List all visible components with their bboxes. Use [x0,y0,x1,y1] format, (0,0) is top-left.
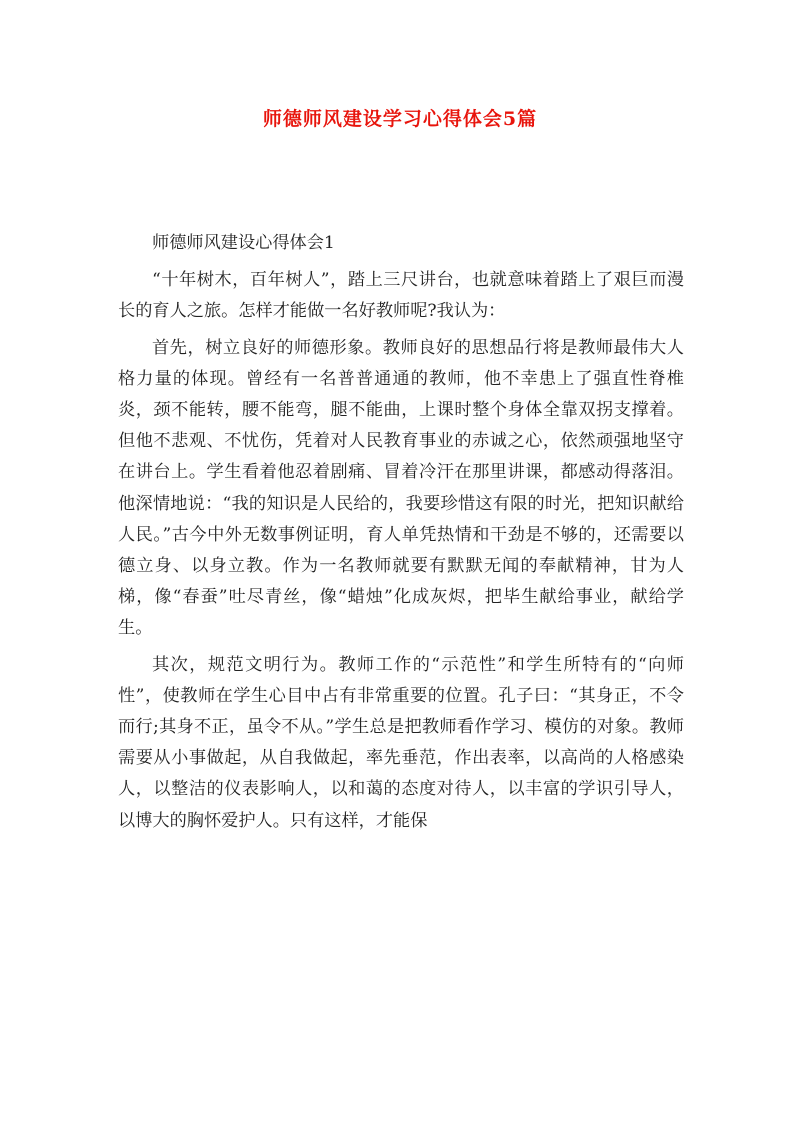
paragraph-second-point: 其次，规范文明行为。教师工作的“示范性”和学生所特有的“向师性”，使教师在学生心目中占有非常重要的位置。孔子曰：“其身正，不令而行;其身不正，虽令不从。”学生总是把教师看作学习、模仿的对象。教师需要从小事做起，从自我做起，率先垂范，作出表率，以高尚的人格感染人，以整洁的仪表影响人，以和蔼的态度对待人，以丰富的学识引导人，以博大的胸怀爱护人。只有这样，才能保 [118,654,684,831]
document-body [118,228,684,842]
section-heading: 师德师风建设心得体会1 [152,233,335,253]
paragraph-intro: “十年树木，百年树人”，踏上三尺讲台，也就意味着踏上了艰巨而漫长的育人之旅。怎样才能做一名好教师呢?我认为： [118,270,684,322]
paragraph-first-point: 首先，树立良好的师德形象。教师良好的思想品行将是教师最伟大人格力量的体现。曾经有一名普普通通的教师，他不幸患上了强直性脊椎炎，颈不能转，腰不能弯，腿不能曲，上课时整个身体全靠双拐支撑着。但他不悲观、不忧伤，凭着对人民教育事业的赤诚之心，依然顽强地坚守在讲台上。学生看着他忍着剧痛、冒着冷汗在那里讲课，都感动得落泪。他深情地说：“我的知识是人民给的，我要珍惜这有限的时光，把知识献给人民。”古今中外无数事例证明，育人单凭热情和干劲是不够的，还需要以德立身、以身立教。作为一名教师就要有默默无闻的奉献精神，甘为人梯，像“春蚕”吐尽青丝，像“蜡烛”化成灰烬，把毕生献给事业，献给学生。 [118,337,684,639]
document-title: 师德师风建设学习心得体会5篇 [262,108,538,130]
